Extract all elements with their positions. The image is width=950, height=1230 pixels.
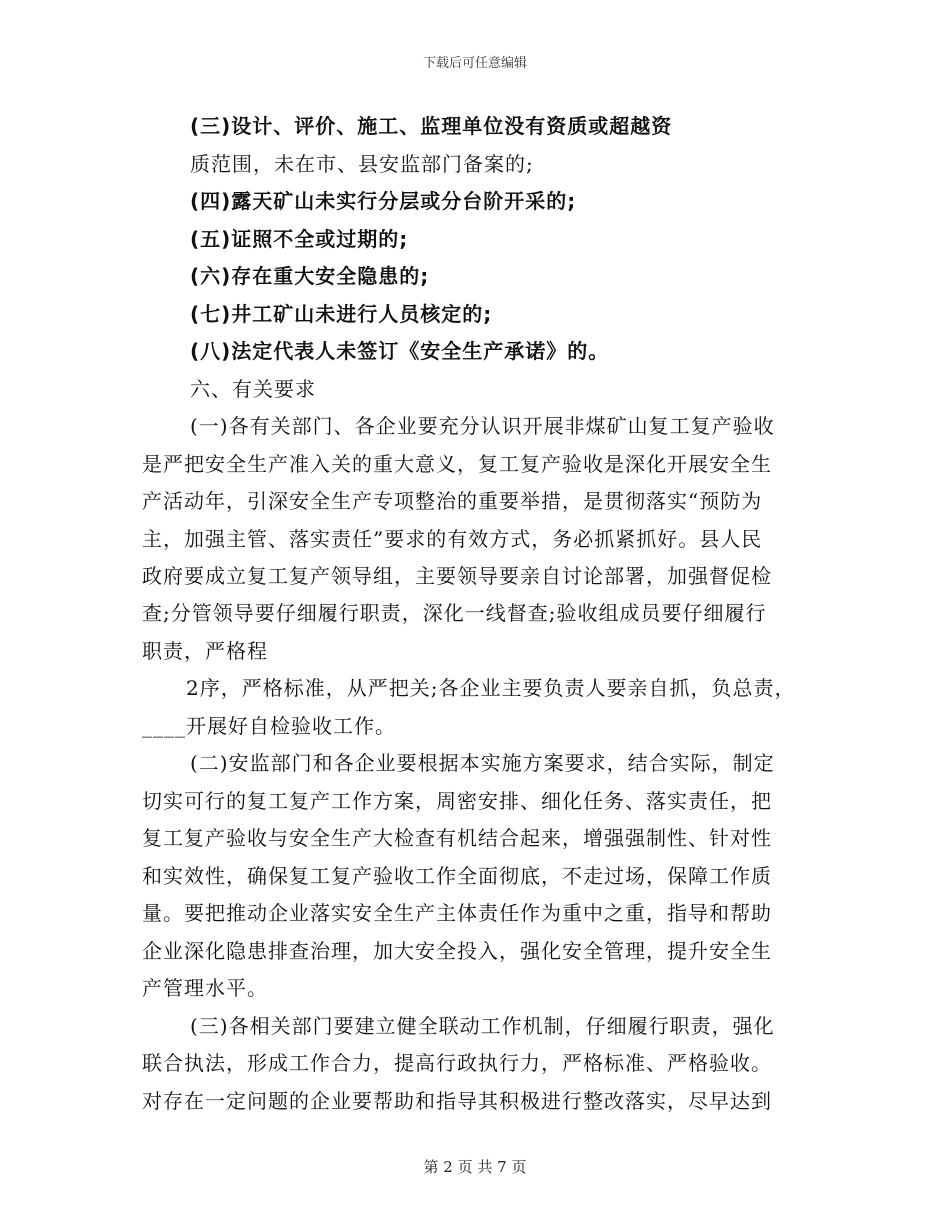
paragraph-line: 产管理水平。 [142,976,268,1000]
list-item-3-continued: 质范围，未在市、县安监部门备案的; [190,152,534,176]
list-item-4: (四)露天矿山未实行分层或分台阶开采的; [190,189,577,213]
paragraph-line: 复工复产验收与安全生产大检查有机结合起来，增强强制性、针对性 [142,826,772,850]
paragraph-line: (一)各有关部门、各企业要充分认识开展非煤矿山复工复产验收 [190,414,775,438]
paragraph-line: 主，加强主管、落实责任”要求的有效方式，务必抓紧抓好。县人民 [142,527,763,551]
paragraph-line: 企业深化隐患排查治理，加大安全投入，强化安全管理，提升安全生 [142,939,772,963]
paragraph-line: 对存在一定问题的企业要帮助和指导其积极进行整改落实，尽早达到 [142,1089,772,1113]
section-heading: 六、有关要求 [190,377,316,401]
page-footer: 第 2 页 共 7 页 [423,1158,527,1176]
page-header: 下载后可任意编辑 [422,56,527,71]
paragraph-line: (二)安监部门和各企业要根据本实施方案要求，结合实际，制定 [190,751,775,775]
list-item-8: (八)法定代表人未签订《安全生产承诺》的。 [190,339,610,363]
paragraph-line: ____开展好自检验收工作。 [142,714,396,738]
paragraph-line: 政府要成立复工复产领导组，主要领导要亲自讨论部署，加强督促检 [142,564,772,588]
paragraph-line: 联合执法，形成工作合力，提高行政执行力，严格标准、严格验收。 [142,1051,772,1075]
list-item-5: (五)证照不全或过期的; [190,227,409,251]
list-item-6: (六)存在重大安全隐患的; [190,264,430,288]
paragraph-line: 职责，严格程 [142,639,268,663]
paragraph-line: 2序，严格标准，从严把关;各企业主要负责人要亲自抓，负总责， [186,676,796,700]
paragraph-line: 是严把安全生产准入关的重大意义，复工复产验收是深化开展安全生 [142,452,772,476]
paragraph-line: 和实效性，确保复工复产验收工作全面彻底，不走过场，保障工作质 [142,864,772,888]
list-item-3: (三)设计、评价、施工、监理单位没有资质或超越资 [190,114,673,138]
paragraph-line: 切实可行的复工复产工作方案，周密安排、细化任务、落实责任，把 [142,789,772,813]
list-item-7: (七)井工矿山未进行人员核定的; [190,302,493,326]
paragraph-line: 查;分管领导要仔细履行职责，深化一线督查;验收组成员要仔细履行 [142,601,767,625]
paragraph-line: 产活动年，引深安全生产专项整治的重要举措，是贯彻落实“预防为 [142,489,763,513]
paragraph-line: 量。要把推动企业落实安全生产主体责任作为重中之重，指导和帮助 [142,901,772,925]
paragraph-line: (三)各相关部门要建立健全联动工作机制，仔细履行职责，强化 [190,1014,775,1038]
